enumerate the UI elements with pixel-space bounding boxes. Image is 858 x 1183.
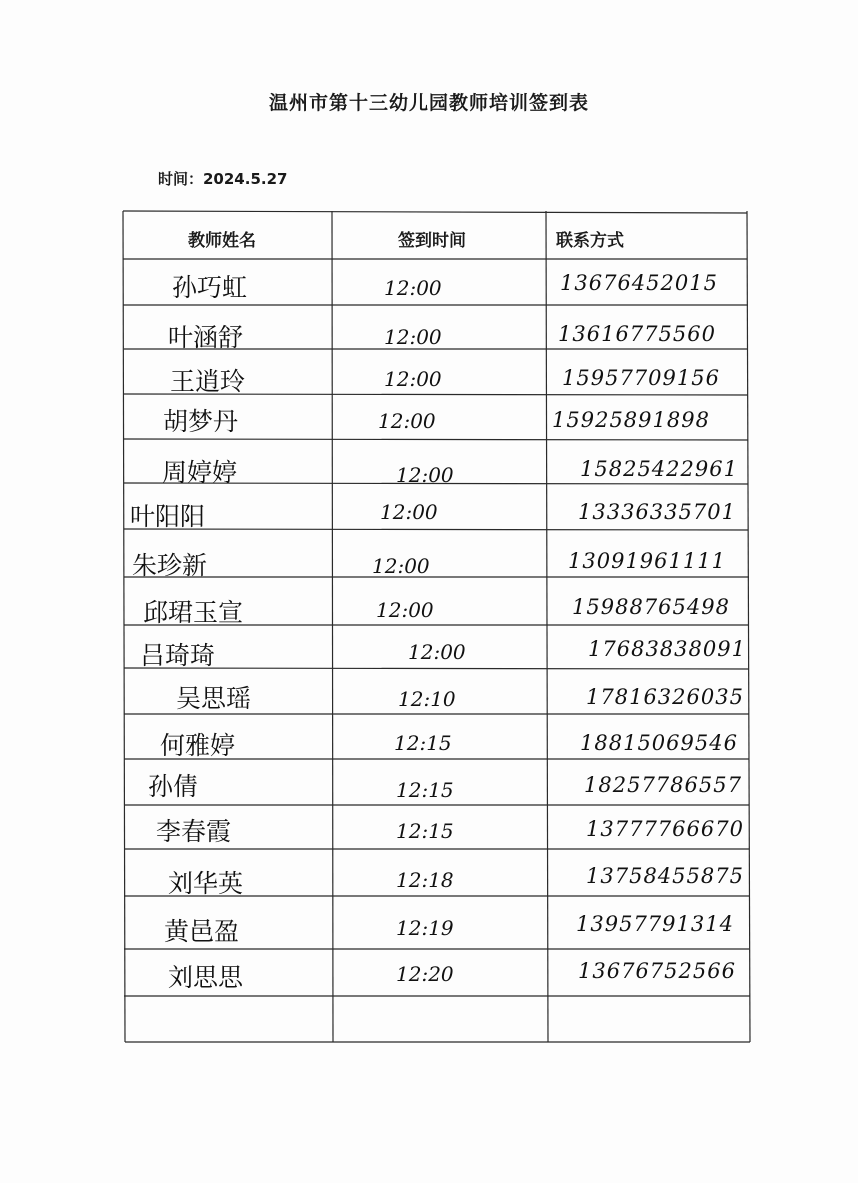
row-1-phone: 13676452015	[560, 271, 718, 295]
row-7-time: 12:00	[372, 554, 430, 578]
header-teacher-name: 教师姓名	[188, 231, 256, 251]
row-10-phone: 17816326035	[586, 685, 744, 709]
row-11-phone: 18815069546	[580, 731, 738, 755]
row-6-time: 12:00	[380, 500, 438, 524]
row-14-time: 12:18	[396, 868, 454, 892]
row-4-time: 12:00	[378, 409, 436, 433]
row-2-time: 12:00	[384, 325, 442, 349]
row-9-time: 12:00	[408, 640, 466, 664]
row-14-name: 刘华英	[168, 869, 244, 898]
row-16-name: 刘思思	[168, 963, 244, 992]
row-4-name: 胡梦丹	[163, 407, 239, 436]
row-13-phone: 13777766670	[586, 817, 744, 841]
row-11-name: 何雅婷	[160, 731, 236, 760]
row-15-name: 黄邑盈	[164, 917, 240, 946]
row-3-name: 王逍玲	[170, 367, 246, 396]
row-7-phone: 13091961111	[568, 549, 726, 573]
document-title: 温州市第十三幼儿园教师培训签到表	[268, 92, 589, 114]
row-8-phone: 15988765498	[572, 595, 730, 619]
row-15-time: 12:19	[396, 916, 454, 940]
row-8-time: 12:00	[376, 598, 434, 622]
row-3-phone: 15957709156	[562, 366, 720, 390]
row-3-time: 12:00	[384, 367, 442, 391]
row-9-name: 吕琦琦	[140, 641, 216, 670]
row-5-time: 12:00	[396, 463, 454, 487]
row-10-time: 12:10	[398, 687, 456, 711]
row-8-name: 邱珺玉宣	[143, 598, 244, 627]
row-15-phone: 13957791314	[576, 912, 734, 936]
row-7-name: 朱珍新	[132, 551, 208, 580]
row-5-phone: 15825422961	[580, 457, 738, 481]
row-2-name: 叶涵舒	[168, 323, 244, 352]
row-6-name: 叶阳阳	[130, 502, 206, 531]
row-13-name: 李春霞	[156, 817, 232, 846]
row-10-name: 吴思瑶	[176, 684, 252, 713]
row-1-time: 12:00	[384, 276, 442, 300]
row-5-name: 周婷婷	[162, 458, 238, 487]
row-11-time: 12:15	[394, 731, 452, 755]
date-label: 时间：2024.5.27	[158, 170, 288, 188]
header-contact: 联系方式	[556, 231, 624, 251]
row-16-time: 12:20	[396, 962, 454, 986]
row-9-phone: 17683838091	[588, 637, 746, 661]
row-4-phone: 15925891898	[552, 408, 710, 432]
row-1-name: 孙巧虹	[172, 273, 248, 302]
row-6-phone: 13336335701	[578, 500, 736, 524]
row-16-phone: 13676752566	[578, 959, 736, 983]
row-14-phone: 13758455875	[586, 864, 744, 888]
row-12-phone: 18257786557	[584, 773, 742, 797]
row-2-phone: 13616775560	[558, 322, 716, 346]
row-12-time: 12:15	[396, 778, 454, 802]
row-12-name: 孙倩	[148, 772, 199, 801]
header-sign-in-time: 签到时间	[398, 231, 466, 251]
row-13-time: 12:15	[396, 819, 454, 843]
